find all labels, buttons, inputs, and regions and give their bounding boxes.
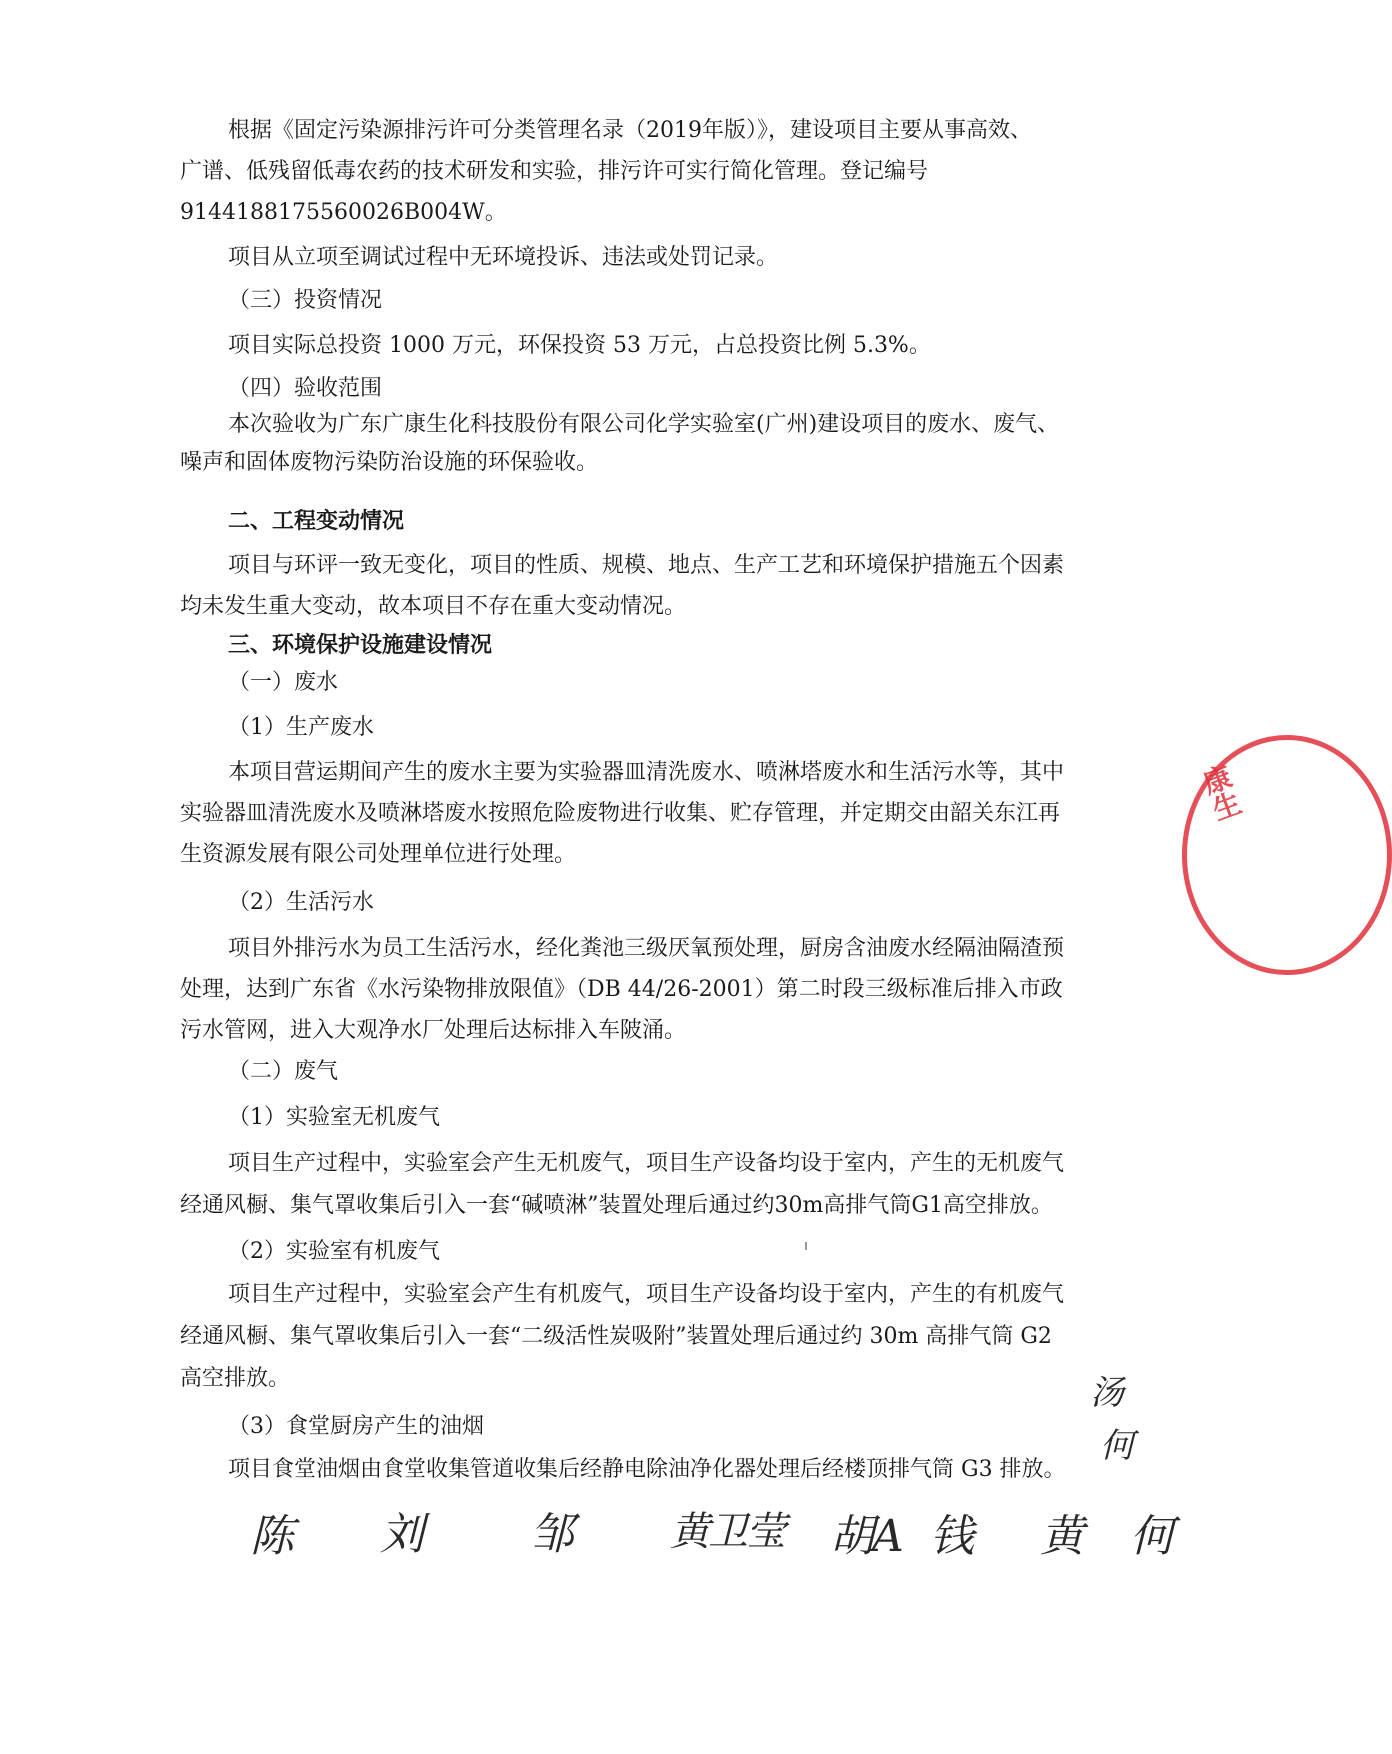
text-line: 项目与环评一致无变化，项目的性质、规模、地点、生产工艺和环境保护措施五个因素 xyxy=(228,553,1065,578)
text-line: 项目外排污水为员工生活污水，经化粪池三级厌氧预处理，厨房含油废水经隔油隔渣预 xyxy=(228,936,1065,961)
section-heading: （1）实验室无机废气 xyxy=(228,1105,440,1130)
signature: 汤 xyxy=(1090,1373,1122,1413)
section-heading: （2）生活污水 xyxy=(228,890,374,915)
text-line: 处理，达到广东省《水污染物排放限值》（DB 44/26-2001）第二时段三级标准后排入市政 xyxy=(180,977,1063,1002)
section-heading: （2）实验室有机废气 xyxy=(228,1239,440,1264)
signature: 何 xyxy=(1100,1426,1132,1466)
text-line: 项目生产过程中，实验室会产生有机废气，项目生产设备均设于室内，产生的有机废气 xyxy=(228,1282,1065,1307)
signature: 陈 xyxy=(250,1511,292,1562)
text-line: 经通风橱、集气罩收集后引入一套“二级活性炭吸附”装置处理后通过约 30m 高排气筒 G2 xyxy=(180,1324,1052,1349)
chapter-heading: 二、工程变动情况 xyxy=(228,508,405,534)
text-line: 均未发生重大变动，故本项目不存在重大变动情况。 xyxy=(180,594,687,619)
text-line: 经通风橱、集气罩收集后引入一套“碱喷淋”装置处理后通过约30m高排气筒G1高空排放。 xyxy=(180,1193,1053,1218)
chapter-heading: 三、环境保护设施建设情况 xyxy=(228,632,493,658)
text-line: 高空排放。 xyxy=(180,1366,291,1391)
text-line: 项目从立项至调试过程中无环境投诉、违法或处罚记录。 xyxy=(228,245,779,270)
scan-speck xyxy=(805,1242,807,1250)
signature: 邹 xyxy=(530,1509,572,1560)
text-line: 污水管网，进入大观净水厂处理后达标排入车陂涌。 xyxy=(180,1018,687,1043)
section-heading: （3）食堂厨房产生的油烟 xyxy=(228,1414,484,1439)
text-line: 项目食堂油烟由食堂收集管道收集后经静电除油净化器处理后经楼顶排气筒 G3 排放。 xyxy=(228,1457,1066,1482)
text-line: 9144188175560026B004W。 xyxy=(180,200,507,225)
section-heading: （一）废水 xyxy=(228,670,339,695)
signature: 何 xyxy=(1130,1511,1172,1562)
signature: 钱 xyxy=(930,1511,972,1562)
signature: 胡A xyxy=(830,1511,902,1562)
text-line: 本次验收为广东广康生化科技股份有限公司化学实验室(广州)建设项目的废水、废气、 xyxy=(228,412,1060,437)
text-line: 本项目营运期间产生的废水主要为实验器皿清洗废水、喷淋塔废水和生活污水等，其中 xyxy=(228,760,1065,785)
text-line: 实验器皿清洗废水及喷淋塔废水按照危险废物进行收集、贮存管理，并定期交由韶关东江再 xyxy=(180,801,1061,826)
section-heading: （三）投资情况 xyxy=(228,288,383,313)
section-heading: （二）废气 xyxy=(228,1059,339,1084)
text-line: 根据《固定污染源排污许可分类管理名录（2019年版）》，建设项目主要从事高效、 xyxy=(228,118,1032,143)
text-line: 项目实际总投资 1000 万元，环保投资 53 万元，占总投资比例 5.3%。 xyxy=(228,333,931,358)
signature: 刘 xyxy=(380,1509,422,1560)
text-line: 噪声和固体废物污染防治设施的环保验收。 xyxy=(180,450,599,475)
signature: 黄卫莹 xyxy=(670,1509,784,1555)
section-heading: （1）生产废水 xyxy=(228,715,374,740)
text-line: 项目生产过程中，实验室会产生无机废气，项目生产设备均设于室内，产生的无机废气 xyxy=(228,1151,1065,1176)
section-heading: （四）验收范围 xyxy=(228,376,383,401)
company-seal-text: 康生 xyxy=(1195,760,1246,825)
signature: 黄 xyxy=(1040,1511,1082,1562)
text-line: 生资源发展有限公司处理单位进行处理。 xyxy=(180,842,577,867)
text-line: 广谱、低残留低毒农药的技术研发和实验，排污许可实行简化管理。登记编号 xyxy=(180,159,929,184)
